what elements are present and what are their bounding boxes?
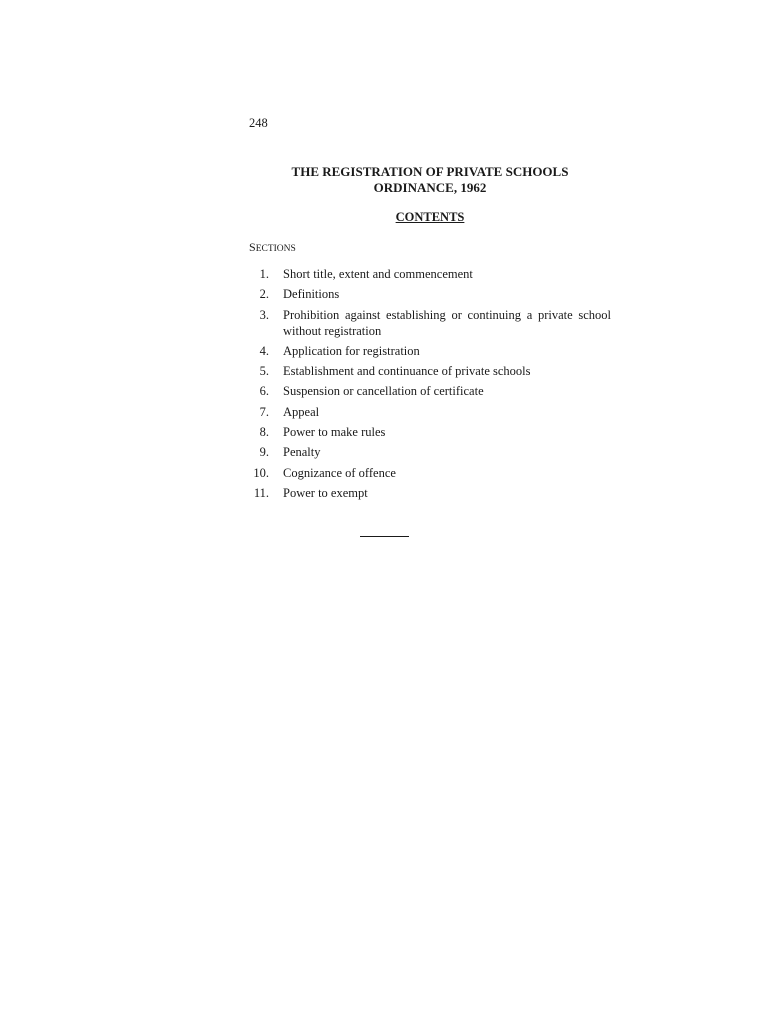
toc-item-number: 5. [259, 364, 269, 379]
toc-item-number: 3. [259, 307, 269, 322]
table-of-contents [249, 266, 613, 505]
toc-item-number: 8. [259, 425, 269, 440]
title-line-1: THE REGISTRATION OF PRIVATE SCHOOLS [291, 164, 569, 179]
toc-item-3 [249, 307, 613, 339]
toc-item-number: 11. [253, 485, 269, 500]
toc-item-8 [249, 424, 613, 440]
toc-item-9 [249, 444, 613, 460]
toc-item-number: 2. [259, 287, 269, 302]
toc-item-number: 4. [259, 343, 269, 358]
toc-item-10 [249, 465, 613, 481]
sections-label [249, 240, 296, 255]
sections-label-initial: S [249, 240, 256, 254]
toc-item-number: 6. [259, 384, 269, 399]
toc-item-title: Cognizance of offence [283, 465, 396, 480]
end-divider [360, 536, 409, 537]
toc-item-number: 7. [259, 404, 269, 419]
toc-item-title: Power to make rules [283, 425, 386, 440]
toc-item-title: Penalty [283, 445, 321, 460]
toc-item-6 [249, 383, 613, 399]
toc-item-1 [249, 266, 613, 282]
toc-item-11 [249, 485, 613, 501]
toc-item-2 [249, 286, 613, 302]
toc-item-number: 9. [259, 445, 269, 460]
toc-item-title: Short title, extent and commencement [283, 267, 473, 281]
title-line-2: ORDINANCE, 1962 [373, 180, 487, 195]
toc-item-number: 1. [259, 267, 269, 281]
toc-item-title: Definitions [283, 287, 340, 302]
toc-item-7 [249, 404, 613, 420]
toc-item-title: Application for registration [283, 343, 420, 358]
toc-item-number: 10. [253, 465, 269, 480]
toc-item-4 [249, 343, 613, 359]
page-number: 248 [249, 116, 268, 130]
toc-item-title: Appeal [283, 404, 320, 419]
sections-label-rest: ECTIONS [255, 244, 296, 254]
ordinance-title [249, 164, 611, 196]
toc-item-title: Establishment and continuance of private schools [283, 364, 531, 379]
toc-item-title: Power to exempt [283, 485, 368, 500]
toc-item-title: Prohibition against establishing or continuing a private school without registration [283, 307, 611, 338]
toc-item-5 [249, 363, 613, 379]
contents-heading: CONTENTS [395, 210, 465, 224]
toc-item-title: Suspension or cancellation of certificate [283, 384, 484, 399]
